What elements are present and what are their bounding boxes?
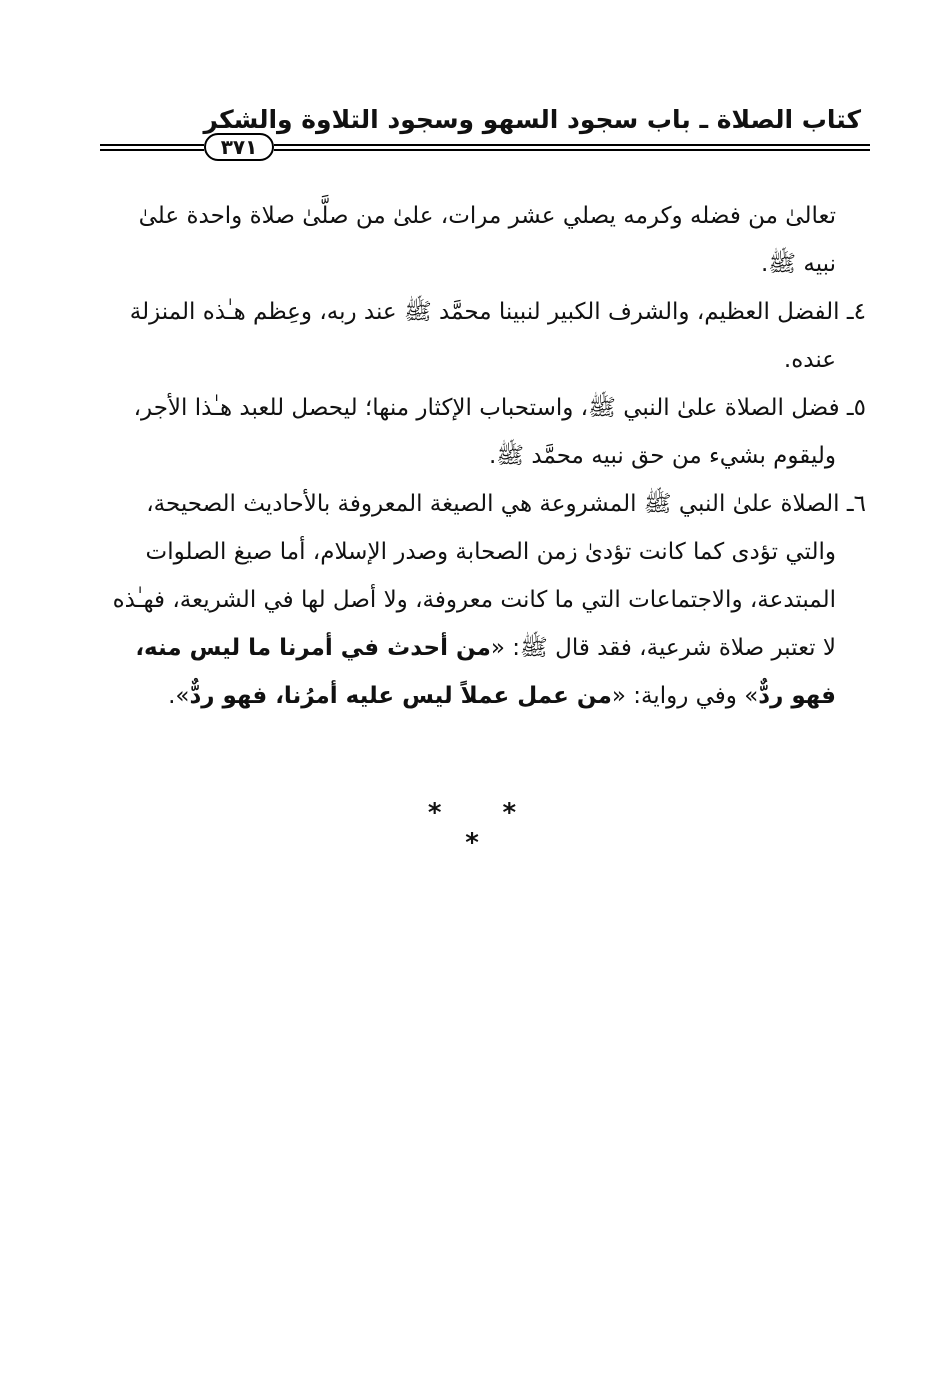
list-item-5 xyxy=(106,384,866,480)
item-text: الصلاة علىٰ النبي ﷺ المشروعة هي الصيغة المعروفة بالأحاديث الصحيحة، والتي تؤدى كما كانت تؤدىٰ زمن الصحابة وصدر الإسلام، أما صيغ الصلوات المبتدعة، والاجتماعات التي ما كانت معروفة، ولا أصل لها في الشريعة، فهـٰذه لا تعتبر صلاة شرعية، فقد قال ﷺ: « xyxy=(112,491,840,661)
header-rule-left xyxy=(100,144,204,151)
section-separator: * * * xyxy=(427,798,543,858)
item-text: فضل الصلاة علىٰ النبي ﷺ، واستحباب الإكثار منها؛ ليحصل للعبد هـٰذا الأجر، وليقوم بشيء من حق نبيه محمَّد ﷺ. xyxy=(133,395,840,469)
page-number: ٣٧١ xyxy=(204,133,274,161)
list-item-4 xyxy=(106,288,866,384)
hadith-quote: من أحدث في أمرنا ما ليس منه، فهو ردٌّ xyxy=(135,635,836,709)
item-text: » وفي رواية: « xyxy=(611,683,759,709)
intro-paragraph: تعالىٰ من فضله وكرمه يصلي عشر مرات، علىٰ من صلَّىٰ صلاة واحدة علىٰ نبيه ﷺ. xyxy=(138,203,836,277)
list-item-6 xyxy=(106,480,866,720)
item-number: ٤ـ xyxy=(846,299,866,325)
page-body xyxy=(106,192,866,720)
item-text: ». xyxy=(168,683,190,709)
item-text: الفضل العظيم، والشرف الكبير لنبينا محمَّد ﷺ عند ربه، وعِظم هـٰذه المنزلة عنده. xyxy=(129,299,840,373)
page-header-title: كتاب الصلاة ـ باب سجود السهو وسجود التلاوة والشكر xyxy=(203,105,861,134)
header-rule-right xyxy=(274,144,870,151)
item-number: ٦ـ xyxy=(846,491,866,517)
hadith-quote: من عمل عملاً ليس عليه أمرُنا، فهو ردٌّ xyxy=(189,683,612,709)
item-number: ٥ـ xyxy=(846,395,866,421)
